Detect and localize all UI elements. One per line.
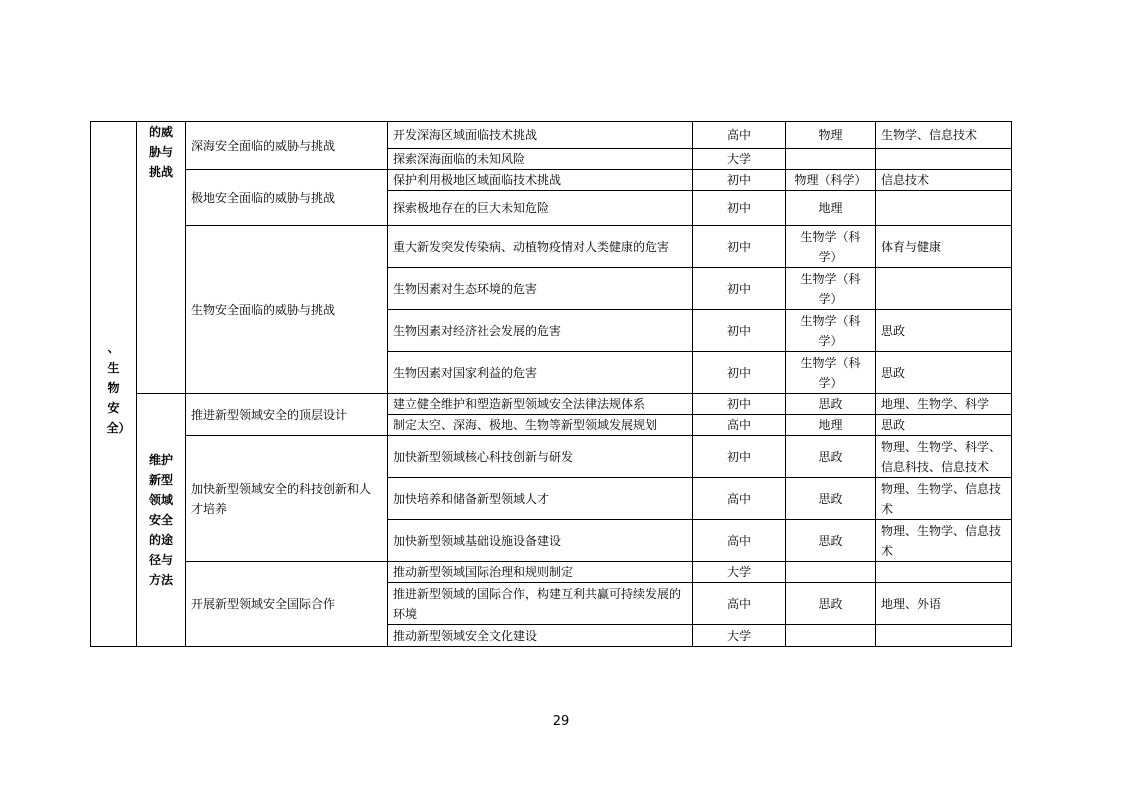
- topic-cell: [388, 583, 693, 625]
- subject-cell: [786, 310, 876, 352]
- topic-cell: 加快新型领域核心科技创新与研发: [388, 436, 693, 478]
- related-cell: 体育与健康: [876, 226, 1012, 268]
- level-cell: 高中: [693, 583, 786, 625]
- topic-cell: 生物因素对经济社会发展的危害: [388, 310, 693, 352]
- subject-cell: [786, 226, 876, 268]
- topic-cell: 生物因素对国家利益的危害: [388, 352, 693, 394]
- subtopic-cell: [186, 122, 388, 170]
- subject-text: 生物学（科学）: [800, 355, 861, 390]
- level-cell: 初中: [693, 268, 786, 310]
- page-number: 29: [552, 714, 570, 729]
- topic-cell: 加快新型领域基础设施设备建设: [388, 520, 693, 562]
- related-cell: [876, 520, 1012, 562]
- level-cell: 初中: [693, 310, 786, 352]
- subtopic-cell: [186, 436, 388, 562]
- subtopic-cell: [186, 226, 388, 394]
- topic-cell: 探索极地存在的巨大未知危险: [388, 191, 693, 226]
- subject-cell: 地理: [786, 415, 876, 436]
- subject-cell: 思政: [786, 394, 876, 415]
- level-cell: 高中: [693, 478, 786, 520]
- related-cell: [876, 478, 1012, 520]
- level-cell: 大学: [693, 625, 786, 647]
- subject-cell: [786, 268, 876, 310]
- related-cell: 思政: [876, 352, 1012, 394]
- topic-cell: 保护利用极地区域面临技术挑战: [388, 170, 693, 191]
- related-cell: [876, 268, 1012, 310]
- related-cell: 地理、外语: [876, 583, 1012, 625]
- domain-cell: [91, 122, 137, 647]
- category-threats-cell: [137, 122, 186, 394]
- related-text: 物理、生物学、信息技术: [881, 523, 1002, 558]
- related-cell: [876, 562, 1012, 583]
- subject-cell: 地理: [786, 191, 876, 226]
- subject-cell: [786, 352, 876, 394]
- related-text: 物理、生物学、信息技术: [881, 481, 1002, 516]
- subject-cell: [786, 149, 876, 170]
- related-cell: 地理、生物学、科学: [876, 394, 1012, 415]
- level-cell: 初中: [693, 394, 786, 415]
- topic-text: 推进新型领域的国际合作，构建互利共赢可持续发展的环境: [393, 586, 682, 621]
- category-threats-label: 的威胁与挑战: [148, 125, 173, 179]
- subject-cell: [786, 625, 876, 647]
- table-row: [91, 226, 1012, 268]
- subtopic-cell: [186, 394, 388, 436]
- topic-cell: 加快培养和储备新型领域人才: [388, 478, 693, 520]
- topic-cell: 推动新型领域安全文化建设: [388, 625, 693, 647]
- table-row: [91, 122, 1012, 149]
- related-cell: 生物学、信息技术: [876, 122, 1012, 149]
- subtopic-label: 推进新型领域安全的顶层设计: [191, 407, 348, 422]
- subject-cell: 物理（科学）: [786, 170, 876, 191]
- topic-cell: 生物因素对生态环境的危害: [388, 268, 693, 310]
- table-row: [91, 394, 1012, 415]
- level-cell: 高中: [693, 520, 786, 562]
- table-row: [91, 170, 1012, 191]
- curriculum-table: [90, 121, 1012, 647]
- level-cell: 初中: [693, 226, 786, 268]
- level-cell: 初中: [693, 170, 786, 191]
- subtopic-label: 生物安全面临的威胁与挑战: [191, 302, 336, 317]
- topic-cell: 制定太空、深海、极地、生物等新型领域发展规划: [388, 415, 693, 436]
- subject-text: 生物学（科学）: [800, 313, 861, 348]
- subject-cell: 思政: [786, 520, 876, 562]
- related-cell: [876, 436, 1012, 478]
- category-pathway-label: 维护新型领域安全的途径与方法: [148, 453, 173, 587]
- topic-cell: 探索深海面临的未知风险: [388, 149, 693, 170]
- subtopic-label: 加快新型领域安全的科技创新和人才培养: [191, 481, 372, 516]
- subtopic-label: 极地安全面临的威胁与挑战: [191, 190, 336, 205]
- related-cell: 信息技术: [876, 170, 1012, 191]
- related-cell: [876, 191, 1012, 226]
- subject-cell: 物理: [786, 122, 876, 149]
- table-row: [91, 562, 1012, 583]
- topic-text: 重大新发突发传染病、动植物疫情对人类健康的危害: [393, 239, 670, 254]
- related-cell: 思政: [876, 310, 1012, 352]
- subject-cell: 思政: [786, 478, 876, 520]
- subject-text: 生物学（科学）: [800, 271, 861, 306]
- level-cell: 初中: [693, 352, 786, 394]
- subject-cell: 思政: [786, 436, 876, 478]
- level-cell: 高中: [693, 122, 786, 149]
- subtopic-cell: [186, 562, 388, 647]
- topic-cell: 建立健全维护和塑造新型领域安全法律法规体系: [388, 394, 693, 415]
- level-cell: 大学: [693, 562, 786, 583]
- related-cell: [876, 149, 1012, 170]
- level-cell: 初中: [693, 191, 786, 226]
- subtopic-label: 深海安全面临的威胁与挑战: [191, 138, 336, 153]
- related-text: 物理、生物学、科学、信息科技、信息技术: [881, 439, 1002, 474]
- subject-cell: 思政: [786, 583, 876, 625]
- level-cell: 高中: [693, 415, 786, 436]
- topic-cell: 开发深海区域面临技术挑战: [388, 122, 693, 149]
- related-cell: [876, 625, 1012, 647]
- level-cell: 大学: [693, 149, 786, 170]
- subject-cell: [786, 562, 876, 583]
- table-row: [91, 436, 1012, 478]
- subtopic-label: 开展新型领域安全国际合作: [191, 597, 336, 611]
- category-pathway-cell: [137, 394, 186, 647]
- topic-cell: 推动新型领域国际治理和规则制定: [388, 562, 693, 583]
- topic-cell: [388, 226, 693, 268]
- subtopic-cell: [186, 170, 388, 226]
- subject-text: 生物学（科学）: [800, 229, 861, 264]
- related-cell: 思政: [876, 415, 1012, 436]
- domain-label: 、生物安全）: [106, 341, 131, 435]
- level-cell: 初中: [693, 436, 786, 478]
